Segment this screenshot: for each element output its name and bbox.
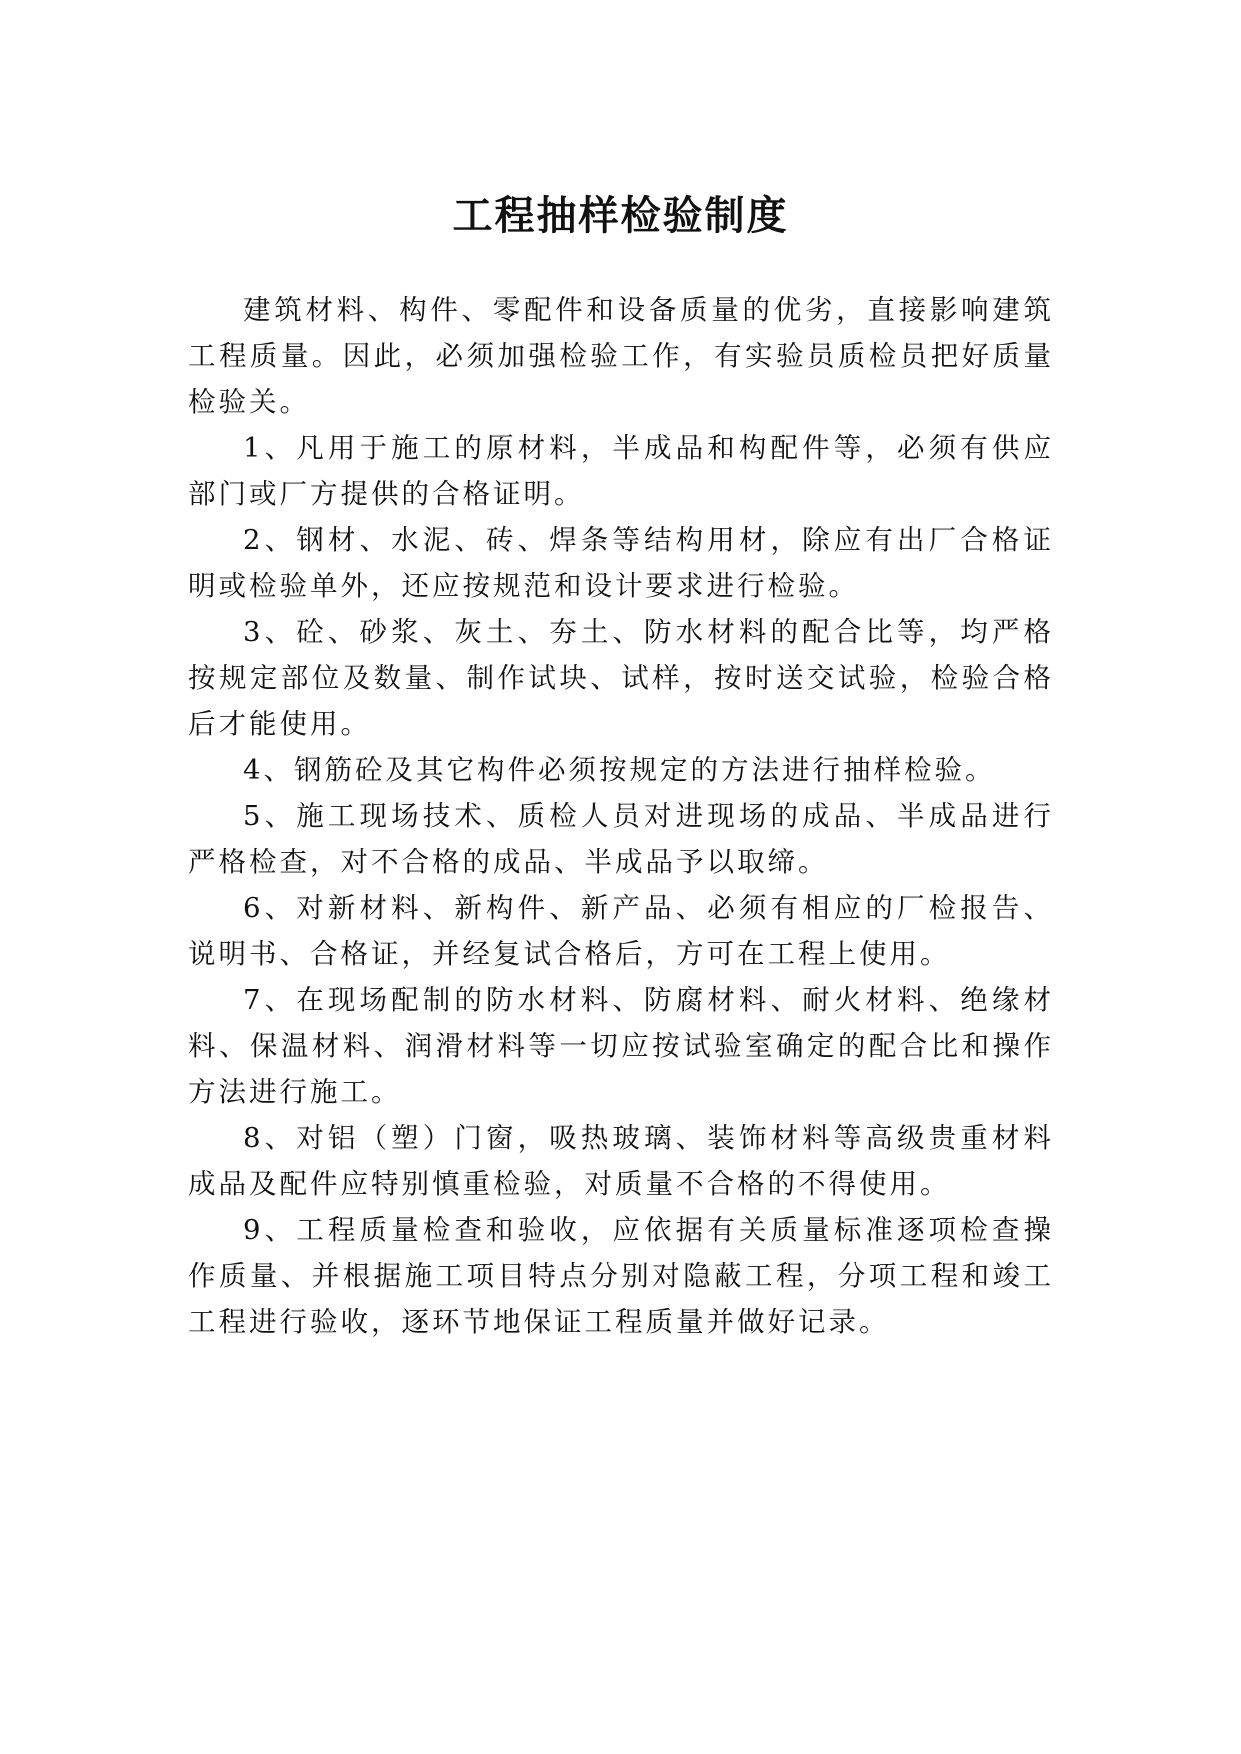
clause-5: 5、施工现场技术、质检人员对进现场的成品、半成品进行严格检查，对不合格的成品、半成品予以取缔。 [188, 800, 1054, 878]
clause-8: 8、对铝（塑）门窗，吸热玻璃、装饰材料等高级贵重材料成品及配件应特别慎重检验，对质量不合格的不得使用。 [188, 1122, 1054, 1200]
clause-1: 1、凡用于施工的原材料，半成品和构配件等，必须有供应部门或厂方提供的合格证明。 [188, 432, 1054, 510]
document-body [188, 287, 1054, 1345]
document-title: 工程抽样检验制度 [452, 193, 789, 239]
clause-6: 6、对新材料、新构件、新产品、必须有相应的厂检报告、说明书、合格证，并经复试合格后，方可在工程上使用。 [188, 892, 1054, 970]
clause-9: 9、工程质量检查和验收，应依据有关质量标准逐项检查操作质量、并根据施工项目特点分别对隐蔽工程，分项工程和竣工工程进行验收，逐环节地保证工程质量并做好记录。 [188, 1214, 1054, 1338]
clause-2: 2、钢材、水泥、砖、焊条等结构用材，除应有出厂合格证明或检验单外，还应按规范和设计要求进行检验。 [188, 524, 1054, 602]
clause-4: 4、钢筋砼及其它构件必须按规定的方法进行抽样检验。 [243, 754, 996, 786]
clause-3: 3、砼、砂浆、灰土、夯土、防水材料的配合比等，均严格按规定部位及数量、制作试块、试样，按时送交试验，检验合格后才能使用。 [188, 616, 1054, 740]
clause-7: 7、在现场配制的防水材料、防腐材料、耐火材料、绝缘材料、保温材料、润滑材料等一切应按试验室确定的配合比和操作方法进行施工。 [188, 984, 1054, 1108]
intro-paragraph: 建筑材料、构件、零配件和设备质量的优劣，直接影响建筑工程质量。因此，必须加强检验工作，有实验员质检员把好质量检验关。 [188, 294, 1054, 418]
